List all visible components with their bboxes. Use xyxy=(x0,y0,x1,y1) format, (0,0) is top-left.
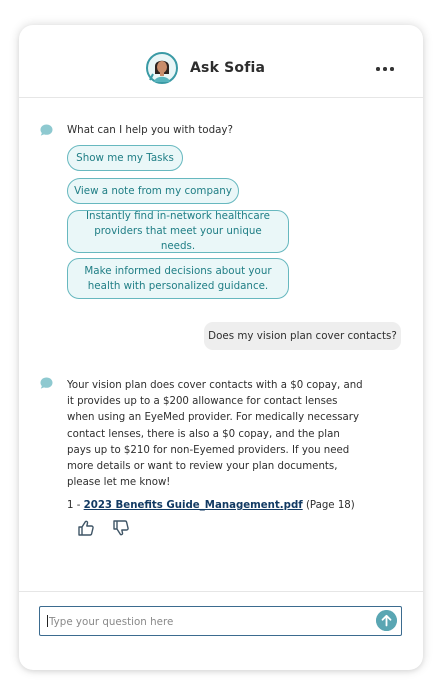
more-options-icon[interactable] xyxy=(375,61,395,75)
header-title: Ask Sofia xyxy=(190,60,266,76)
chat-header xyxy=(19,25,423,98)
sofia-avatar-icon xyxy=(146,52,178,84)
greeting-text: What can I help you with today? xyxy=(67,124,233,136)
suggestion-show-tasks[interactable]: Show me my Tasks xyxy=(67,145,183,171)
source-index: 1 - xyxy=(67,500,84,511)
bot-message-icon xyxy=(40,124,53,136)
source-document-link[interactable]: 2023 Benefits Guide_Management.pdf xyxy=(83,500,303,511)
question-input[interactable] xyxy=(47,607,371,636)
composer xyxy=(39,606,402,636)
send-arrow-icon[interactable] xyxy=(376,610,397,631)
bot-message-icon xyxy=(40,377,53,389)
text-caret xyxy=(47,615,48,627)
suggestion-company-note[interactable]: View a note from my company xyxy=(67,178,239,204)
suggestion-personalized-guidance[interactable]: Make informed decisions about your health with personalized guidance. xyxy=(67,258,289,299)
suggestion-find-providers[interactable]: Instantly find in-network healthcare providers that meet your unique needs. xyxy=(67,210,289,253)
chat-panel xyxy=(19,25,423,670)
user-message-bubble: Does my vision plan cover contacts? xyxy=(204,322,401,350)
thumbs-down-icon[interactable] xyxy=(112,519,130,537)
source-citation xyxy=(67,500,355,511)
bot-answer-text: Your vision plan does cover contacts with a $0 copay, and it provides up to a $200 allowance for contact lenses when using an EyeMed provider. For medically necessary contact lenses, there is also a $0 copay, and the plan pays up to $210 for non-Eyemed providers. If you need more details or want to review your plan documents, please let me know! xyxy=(67,380,363,489)
thumbs-up-icon[interactable] xyxy=(77,519,95,537)
composer-divider xyxy=(19,591,423,592)
source-page: (Page 18) xyxy=(305,500,355,511)
